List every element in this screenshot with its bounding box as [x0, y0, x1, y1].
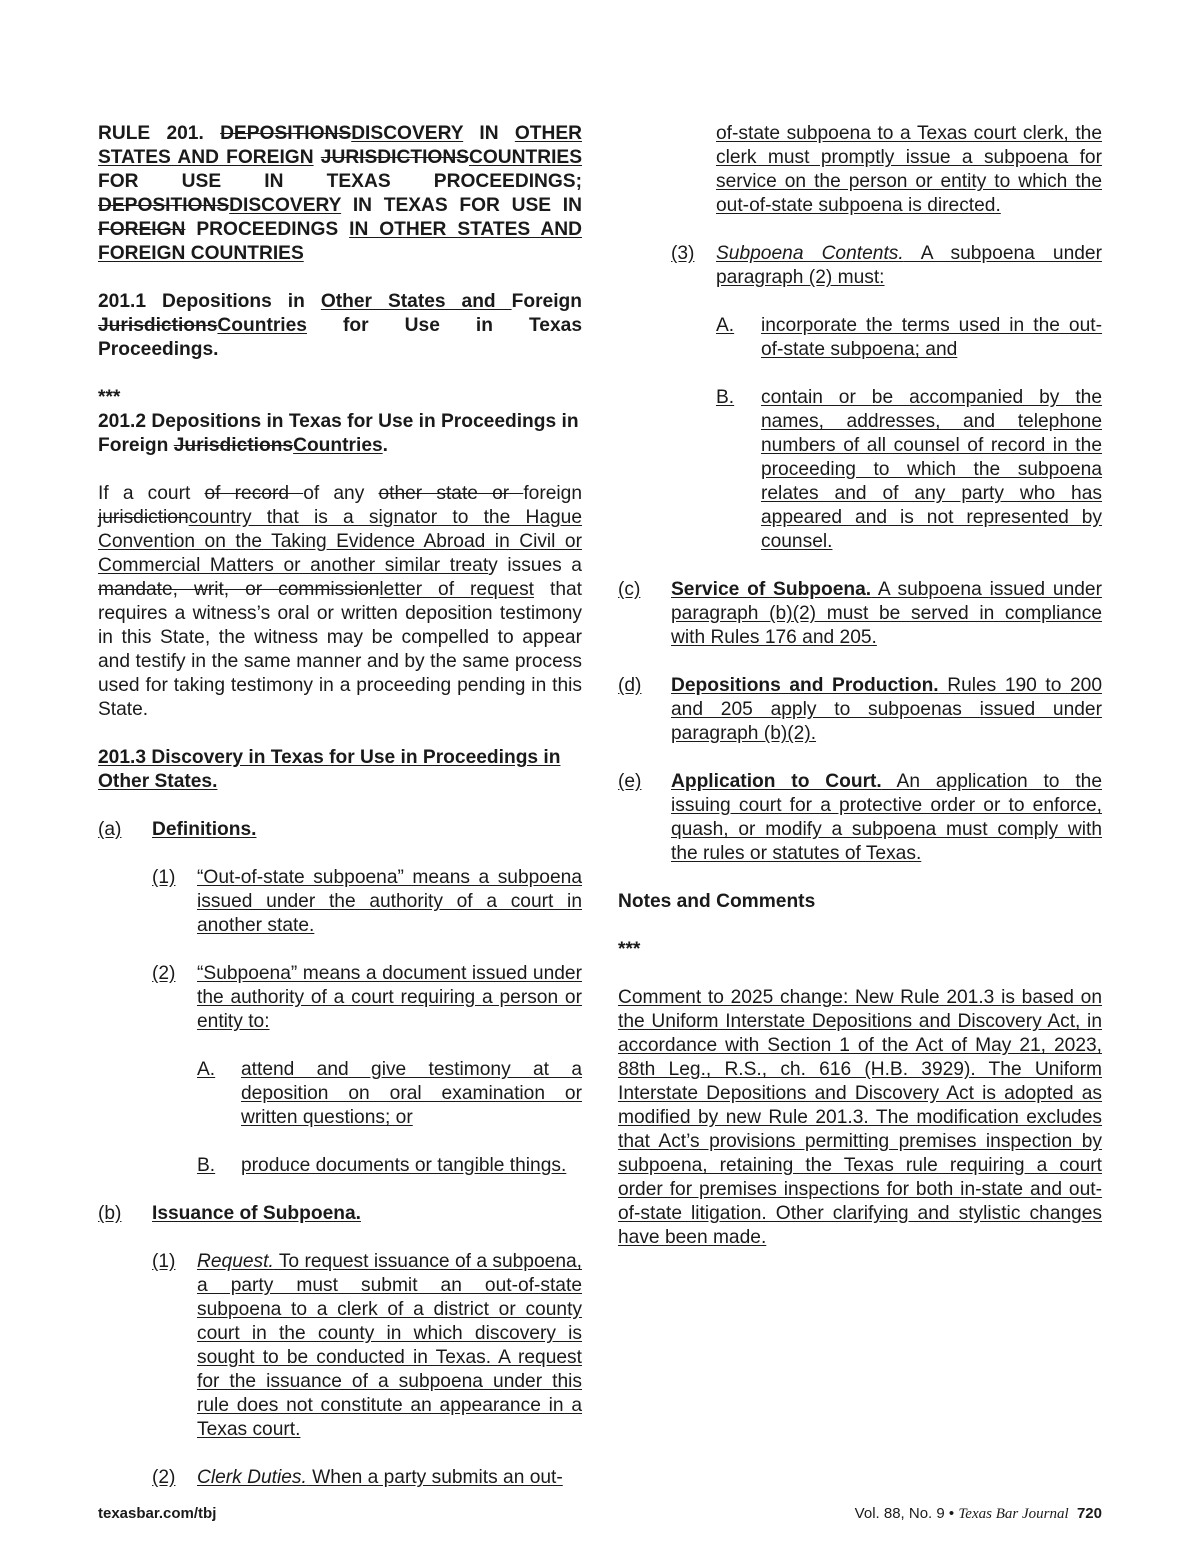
title-text: PROCEEDINGS — [185, 219, 350, 240]
heading-201-3: 201.3 Discovery in Texas for Use in Proceedings in Other States. — [98, 747, 561, 792]
section-label: (a) — [98, 819, 122, 840]
heading-strike: Jurisdictions — [98, 315, 218, 336]
rule-title — [98, 122, 582, 266]
heading-text: 201.2 Depositions in Texas for Use in Proceedings in Foreign — [98, 411, 579, 456]
item-b3 — [671, 242, 1102, 290]
item-title: Clerk Duties. — [197, 1467, 307, 1488]
item-b2 — [152, 1466, 582, 1490]
title-strike: FOREIGN — [98, 219, 186, 240]
title-text — [314, 147, 321, 168]
heading-text: 201.1 Depositions in — [98, 291, 321, 312]
heading-text: for Use in Texas Proceedings. — [98, 315, 582, 360]
item-text: “Subpoena” means a document issued under the authority of a court requiring a person or entity to: — [197, 963, 582, 1032]
para-text: foreign — [523, 483, 582, 504]
footer-bullet: • — [948, 1505, 955, 1522]
footer-website: texasbar.com/tbj — [98, 1505, 217, 1522]
title-insert: OTHER STATES AND FOREIGN — [98, 123, 582, 168]
section-title: Definitions. — [152, 819, 257, 840]
para-text: of any — [303, 483, 379, 504]
para-strike: jurisdiction — [98, 507, 189, 528]
section-text — [671, 770, 1102, 866]
item-a2 — [152, 962, 582, 1034]
section-label: (b) — [98, 1203, 122, 1224]
omission-stars: *** — [618, 939, 641, 960]
item-text — [716, 242, 1102, 290]
para-text: y issues a — [488, 555, 582, 576]
item-text: attend and give testimony at a deposition on oral examination or written questions; or — [241, 1059, 582, 1128]
section-b — [98, 1202, 582, 1226]
title-strike: DEPOSITIONS — [220, 123, 352, 144]
heading-text: . — [382, 435, 389, 456]
item-b1 — [152, 1250, 582, 1442]
section-label: (d) — [618, 675, 642, 696]
item-text: contain or be accompanied by the names, addresses, and telephone numbers of all counsel of record in the proceeding to which the subpoena relates and of any party who has appeared and is not represented by counsel. — [761, 387, 1102, 552]
section-d — [618, 674, 1102, 746]
section-body: Rules 190 to 200 and 205 apply to subpoenas issued under paragraph (b)(2). — [671, 675, 1102, 744]
item-label: (2) — [152, 1467, 176, 1488]
heading-201-1 — [98, 290, 582, 362]
title-insert: DISCOVERY — [229, 195, 342, 216]
title-insert: DISCOVERY — [351, 123, 464, 144]
item-text — [197, 1250, 582, 1442]
item-label: (1) — [152, 1251, 176, 1272]
footer-citation — [855, 1505, 1102, 1523]
item-body: A subpoena under paragraph (2) must: — [716, 243, 1102, 288]
item-title: Request. — [197, 1251, 274, 1272]
omission-stars: *** — [98, 387, 121, 408]
para-insert: country that is a signator to the Hague Convention on the Taking Evidence Abroad in Civil or Commercial Matters or another similar treat — [98, 507, 582, 576]
section-label: (e) — [618, 771, 642, 792]
footer-volume: Vol. 88, No. 9 — [854, 1505, 945, 1522]
section-title: Issuance of Subpoena. — [152, 1203, 361, 1224]
item-a2-B — [197, 1154, 582, 1178]
page-footer — [98, 1505, 1102, 1527]
heading-insert: Countries — [293, 435, 383, 456]
section-text — [671, 674, 1102, 746]
title-insert: IN OTHER STATES AND FOREIGN COUNTRIES — [98, 219, 582, 264]
item-b2-continued: of-state subpoena to a Texas court clerk, the clerk must promptly issue a subpoena for service on the person or entity to which the out-of-state subpoena is directed. — [716, 123, 1102, 216]
item-label: B. — [197, 1155, 216, 1176]
title-text: IN TEXAS FOR USE IN — [341, 195, 582, 216]
para-strike: of record — [204, 483, 304, 504]
footer-page-number: 720 — [1076, 1505, 1102, 1522]
item-text — [197, 1466, 582, 1490]
para-insert: letter of request — [379, 579, 535, 600]
item-label: (2) — [152, 963, 176, 984]
para-strike: mandate, writ, or commission — [98, 579, 380, 600]
heading-insert: Other States and — [320, 291, 512, 312]
item-body: When a party submits an out- — [306, 1467, 563, 1488]
item-text: incorporate the terms used in the out-of-state subpoena; and — [761, 315, 1102, 360]
title-insert: COUNTRIES — [469, 147, 582, 168]
item-label: A. — [197, 1059, 216, 1080]
paragraph-201-2 — [98, 482, 582, 722]
item-text: “Out-of-state subpoena” means a subpoena issued under the authority of a court in another state. — [197, 867, 582, 936]
left-column — [98, 122, 582, 1490]
item-a2-A — [197, 1058, 582, 1130]
section-title: Depositions and Production. — [671, 675, 939, 696]
section-title: Service of Subpoena. — [671, 579, 872, 600]
para-strike: other state or — [378, 483, 524, 504]
heading-201-2 — [98, 410, 582, 458]
para-text: that requires a witness’s oral or written deposition testimony in this State, the witness may be compelled to appear and testify in the same manner and by the same process used for taking testimony in a proceeding pending in this State. — [98, 579, 582, 720]
heading-text: Foreign — [511, 291, 582, 312]
section-body: A subpoena issued under paragraph (b)(2) must be served in compliance with Rules 176 and 205. — [671, 579, 1102, 648]
item-label: (1) — [152, 867, 176, 888]
title-text: IN — [463, 123, 515, 144]
item-label: A. — [716, 315, 735, 336]
section-title: Application to Court. — [671, 771, 882, 792]
heading-strike: Jurisdictions — [173, 435, 294, 456]
heading-insert: Countries — [217, 315, 307, 336]
notes-heading: Notes and Comments — [618, 891, 816, 912]
item-b3-A — [716, 314, 1102, 362]
section-label: (c) — [618, 579, 641, 600]
section-c — [618, 578, 1102, 650]
item-b3-B — [716, 386, 1102, 554]
section-e — [618, 770, 1102, 866]
right-column — [618, 122, 1102, 1250]
footer-journal: Texas Bar Journal — [958, 1506, 1069, 1522]
title-text: FOR USE IN TEXAS PROCEEDINGS; — [98, 171, 582, 192]
item-body: To request issuance of a subpoena, a party must submit an out-of-state subpoena to a clerk of a district or county court in the county in which discovery is sought to be conducted in Texas. A request for the issuance of a subpoena under this rule does not constitute an appearance in a Texas court. — [197, 1251, 582, 1440]
title-strike: JURISDICTIONS — [320, 147, 469, 168]
para-text: If a court — [98, 483, 205, 504]
title-text: RULE 201. — [98, 123, 221, 144]
item-label: (3) — [671, 243, 695, 264]
title-strike: DEPOSITIONS — [98, 195, 230, 216]
item-text: produce documents or tangible things. — [241, 1155, 567, 1176]
section-body: An application to the issuing court for a protective order or to enforce, quash, or modify a subpoena must comply with the rules or statutes of Texas. — [671, 771, 1102, 864]
item-a1 — [152, 866, 582, 938]
section-a — [98, 818, 582, 842]
comment-paragraph: Comment to 2025 change: New Rule 201.3 is based on the Uniform Interstate Depositions and Discovery Act, in accordance with Section 1 of the Act of May 21, 2023, 88th Leg., R.S., ch. 616 (H.B. 3929). The Uniform Interstate Depositions and Discovery Act is adopted as modified by new Rule 201.3. The modification excludes that Act’s provisions permitting premises inspection by subpoena, retaining the Texas rule requiring a court order for premises inspections for both in-state and out-of-state litigation. Other clarifying and stylistic changes have been made. — [618, 987, 1102, 1248]
item-title: Subpoena Contents. — [716, 243, 904, 264]
item-label: B. — [716, 387, 735, 408]
section-text — [671, 578, 1102, 650]
